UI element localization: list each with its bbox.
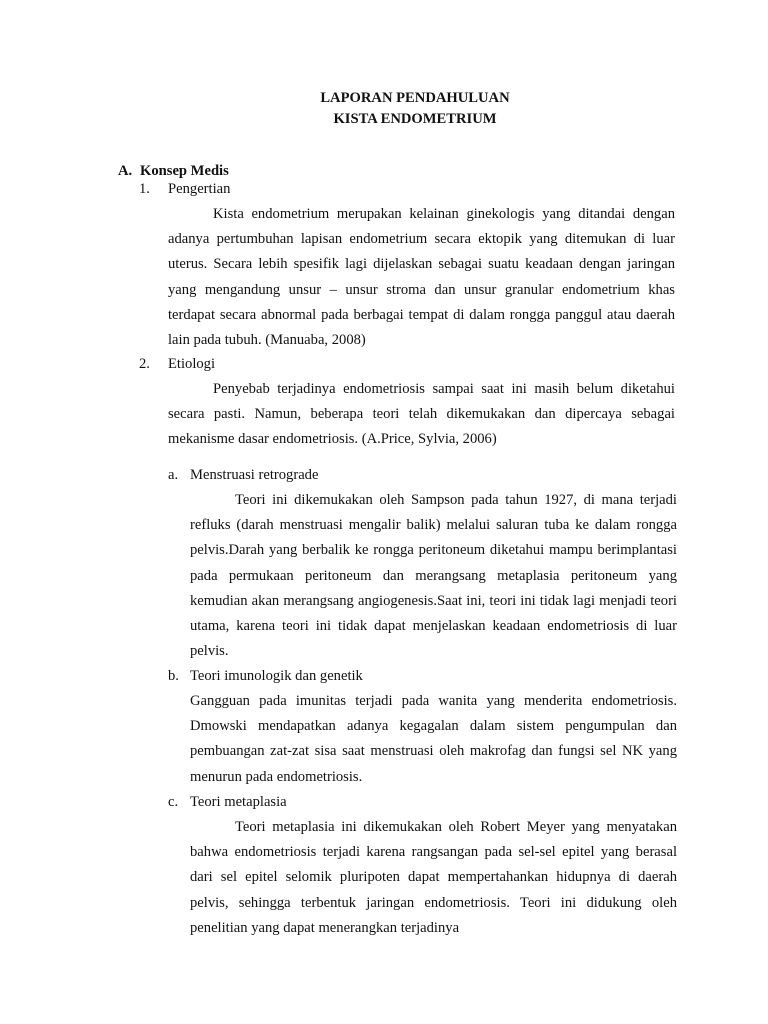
item-title: Pengertian [168, 181, 231, 197]
subitem-title: Teori metaplasia [190, 794, 287, 810]
document-title-line-1: LAPORAN PENDAHULUAN [320, 90, 510, 106]
item-number: 1. [139, 181, 150, 197]
paragraph-etiologi: Penyebab terjadinya endometriosis sampai saat ini masih belum diketahui secara pasti. Namun, beberapa teori telah dikemukakan dan dipercaya sebagai mekanisme dasar endometriosis. (A.Price, Sylvia, 2006) [168, 381, 675, 448]
subitem-letter: a. [168, 467, 179, 483]
paragraph-menstruasi-retrograde: Teori ini dikemukakan oleh Sampson pada tahun 1927, di mana terjadi refluks (darah menstruasi mengalir balik) melalui saluran tuba ke dalam rongga pelvis.Darah yang berbalik ke rongga peritoneum diketahui mampu berimplantasi pada permukaan peritoneum dan merangsang metaplasia peritoneum yang kemudian akan merangsang angiogenesis.Saat ini, teori ini tidak lagi menjadi teori utama, karena teori ini tidak dapat menjelaskan keadaan endometriosis di luar pelvis. [190, 492, 677, 660]
item-number: 2. [139, 356, 150, 372]
document-title-line-2: KISTA ENDOMETRIUM [333, 111, 497, 127]
section-title: Konsep Medis [140, 163, 229, 179]
subitem-letter: b. [168, 668, 179, 684]
subitem-title: Menstruasi retrograde [190, 467, 319, 483]
section-marker: A. [118, 163, 133, 179]
item-title: Etiologi [168, 356, 216, 372]
paragraph-teori-imunologik: Gangguan pada imunitas terjadi pada wanita yang menderita endometriosis. Dmowski mendapatkan adanya kegagalan dalam sistem pengumpulan dan pembuangan zat-zat sisa saat menstruasi oleh makrofag dan fungsi sel NK yang menurun pada endometriosis. [190, 693, 677, 785]
paragraph-pengertian: Kista endometrium merupakan kelainan ginekologis yang ditandai dengan adanya pertumbuhan lapisan endometrium secara ektopik yang ditemukan di luar uterus. Secara lebih spesifik lagi dijelaskan sebagai suatu keadaan dengan jaringan yang mengandung unsur – unsur stroma dan unsur granular endometrium khas terdapat secara abnormal pada berbagai tempat di dalam rongga panggul atau daerah lain pada tubuh. (Manuaba, 2008) [168, 206, 675, 349]
paragraph-teori-metaplasia: Teori metaplasia ini dikemukakan oleh Robert Meyer yang menyatakan bahwa endometriosis terjadi karena rangsangan pada sel-sel epitel yang berasal dari sel epitel selomik pluripoten dapat mempertahankan hidupnya di daerah pelvis, sehingga terbentuk jaringan endometriosis. Teori ini didukung oleh penelitian yang dapat menerangkan terjadinya [190, 819, 677, 936]
subitem-letter: c. [168, 794, 179, 810]
subitem-title: Teori imunologik dan genetik [190, 668, 363, 684]
